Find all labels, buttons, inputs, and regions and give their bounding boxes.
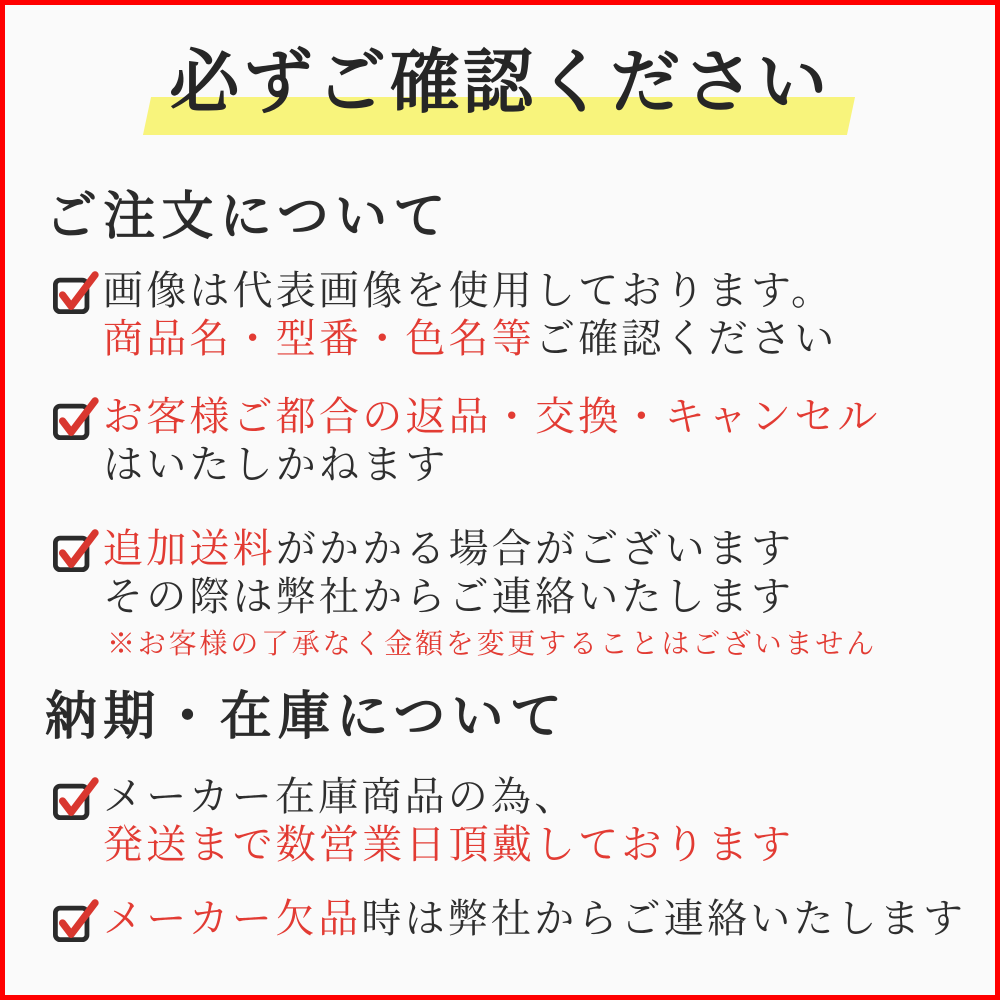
title-area bbox=[5, 47, 995, 121]
list-item-returns bbox=[53, 393, 881, 489]
item-text bbox=[103, 773, 794, 869]
page-title bbox=[169, 47, 831, 121]
item-line bbox=[103, 525, 794, 573]
checkbox-checked-icon bbox=[53, 777, 97, 821]
checkbox-checked-icon bbox=[53, 899, 97, 943]
item-line bbox=[103, 393, 881, 441]
section-heading-stock: 納期・在庫について bbox=[45, 689, 569, 746]
list-item-maker-stock bbox=[53, 773, 794, 869]
item-text-red: 発送まで数営業日頂戴しております bbox=[103, 822, 795, 867]
item-text-red: お客様ご都合の返品・交換・キャンセル bbox=[103, 394, 881, 439]
list-item-representative-image bbox=[53, 267, 837, 363]
checkbox-checked-icon bbox=[53, 529, 97, 573]
list-item-maker-shortage bbox=[53, 895, 966, 943]
item-text-red: 商品名・型番・色名等 bbox=[103, 316, 535, 361]
item-text bbox=[103, 525, 794, 621]
item-line bbox=[103, 895, 966, 943]
page-title-text: 必ずご確認ください bbox=[169, 45, 831, 122]
item-line bbox=[103, 267, 837, 315]
checkbox-checked-icon bbox=[53, 397, 97, 441]
item-text-black: 時は弊社からご連絡いたします bbox=[361, 896, 967, 941]
price-change-note: ※お客様の了承なく金額を変更することはございません bbox=[107, 629, 878, 660]
list-item-extra-shipping bbox=[53, 525, 794, 621]
item-text bbox=[103, 895, 966, 943]
item-line bbox=[103, 441, 881, 489]
item-text-black: その際は弊社からご連絡いたします bbox=[103, 574, 795, 619]
checkbox-checked-icon bbox=[53, 271, 97, 315]
item-text-black: 画像は代表画像を使用しております。 bbox=[103, 268, 835, 313]
item-text bbox=[103, 267, 837, 363]
section-heading-orders: ご注文について bbox=[45, 189, 452, 246]
item-text-black: はいたしかねます bbox=[103, 442, 449, 487]
item-text-black: メーカー在庫商品の為、 bbox=[103, 774, 578, 819]
item-text bbox=[103, 393, 881, 489]
item-line bbox=[103, 773, 794, 821]
item-line bbox=[103, 573, 794, 621]
item-line bbox=[103, 821, 794, 869]
item-text-red: 追加送料 bbox=[103, 526, 276, 571]
item-line bbox=[103, 315, 837, 363]
item-text-black: がかかる場合がございます bbox=[275, 526, 795, 571]
item-text-black: ご確認ください bbox=[535, 316, 838, 361]
item-text-red: メーカー欠品 bbox=[103, 896, 362, 941]
